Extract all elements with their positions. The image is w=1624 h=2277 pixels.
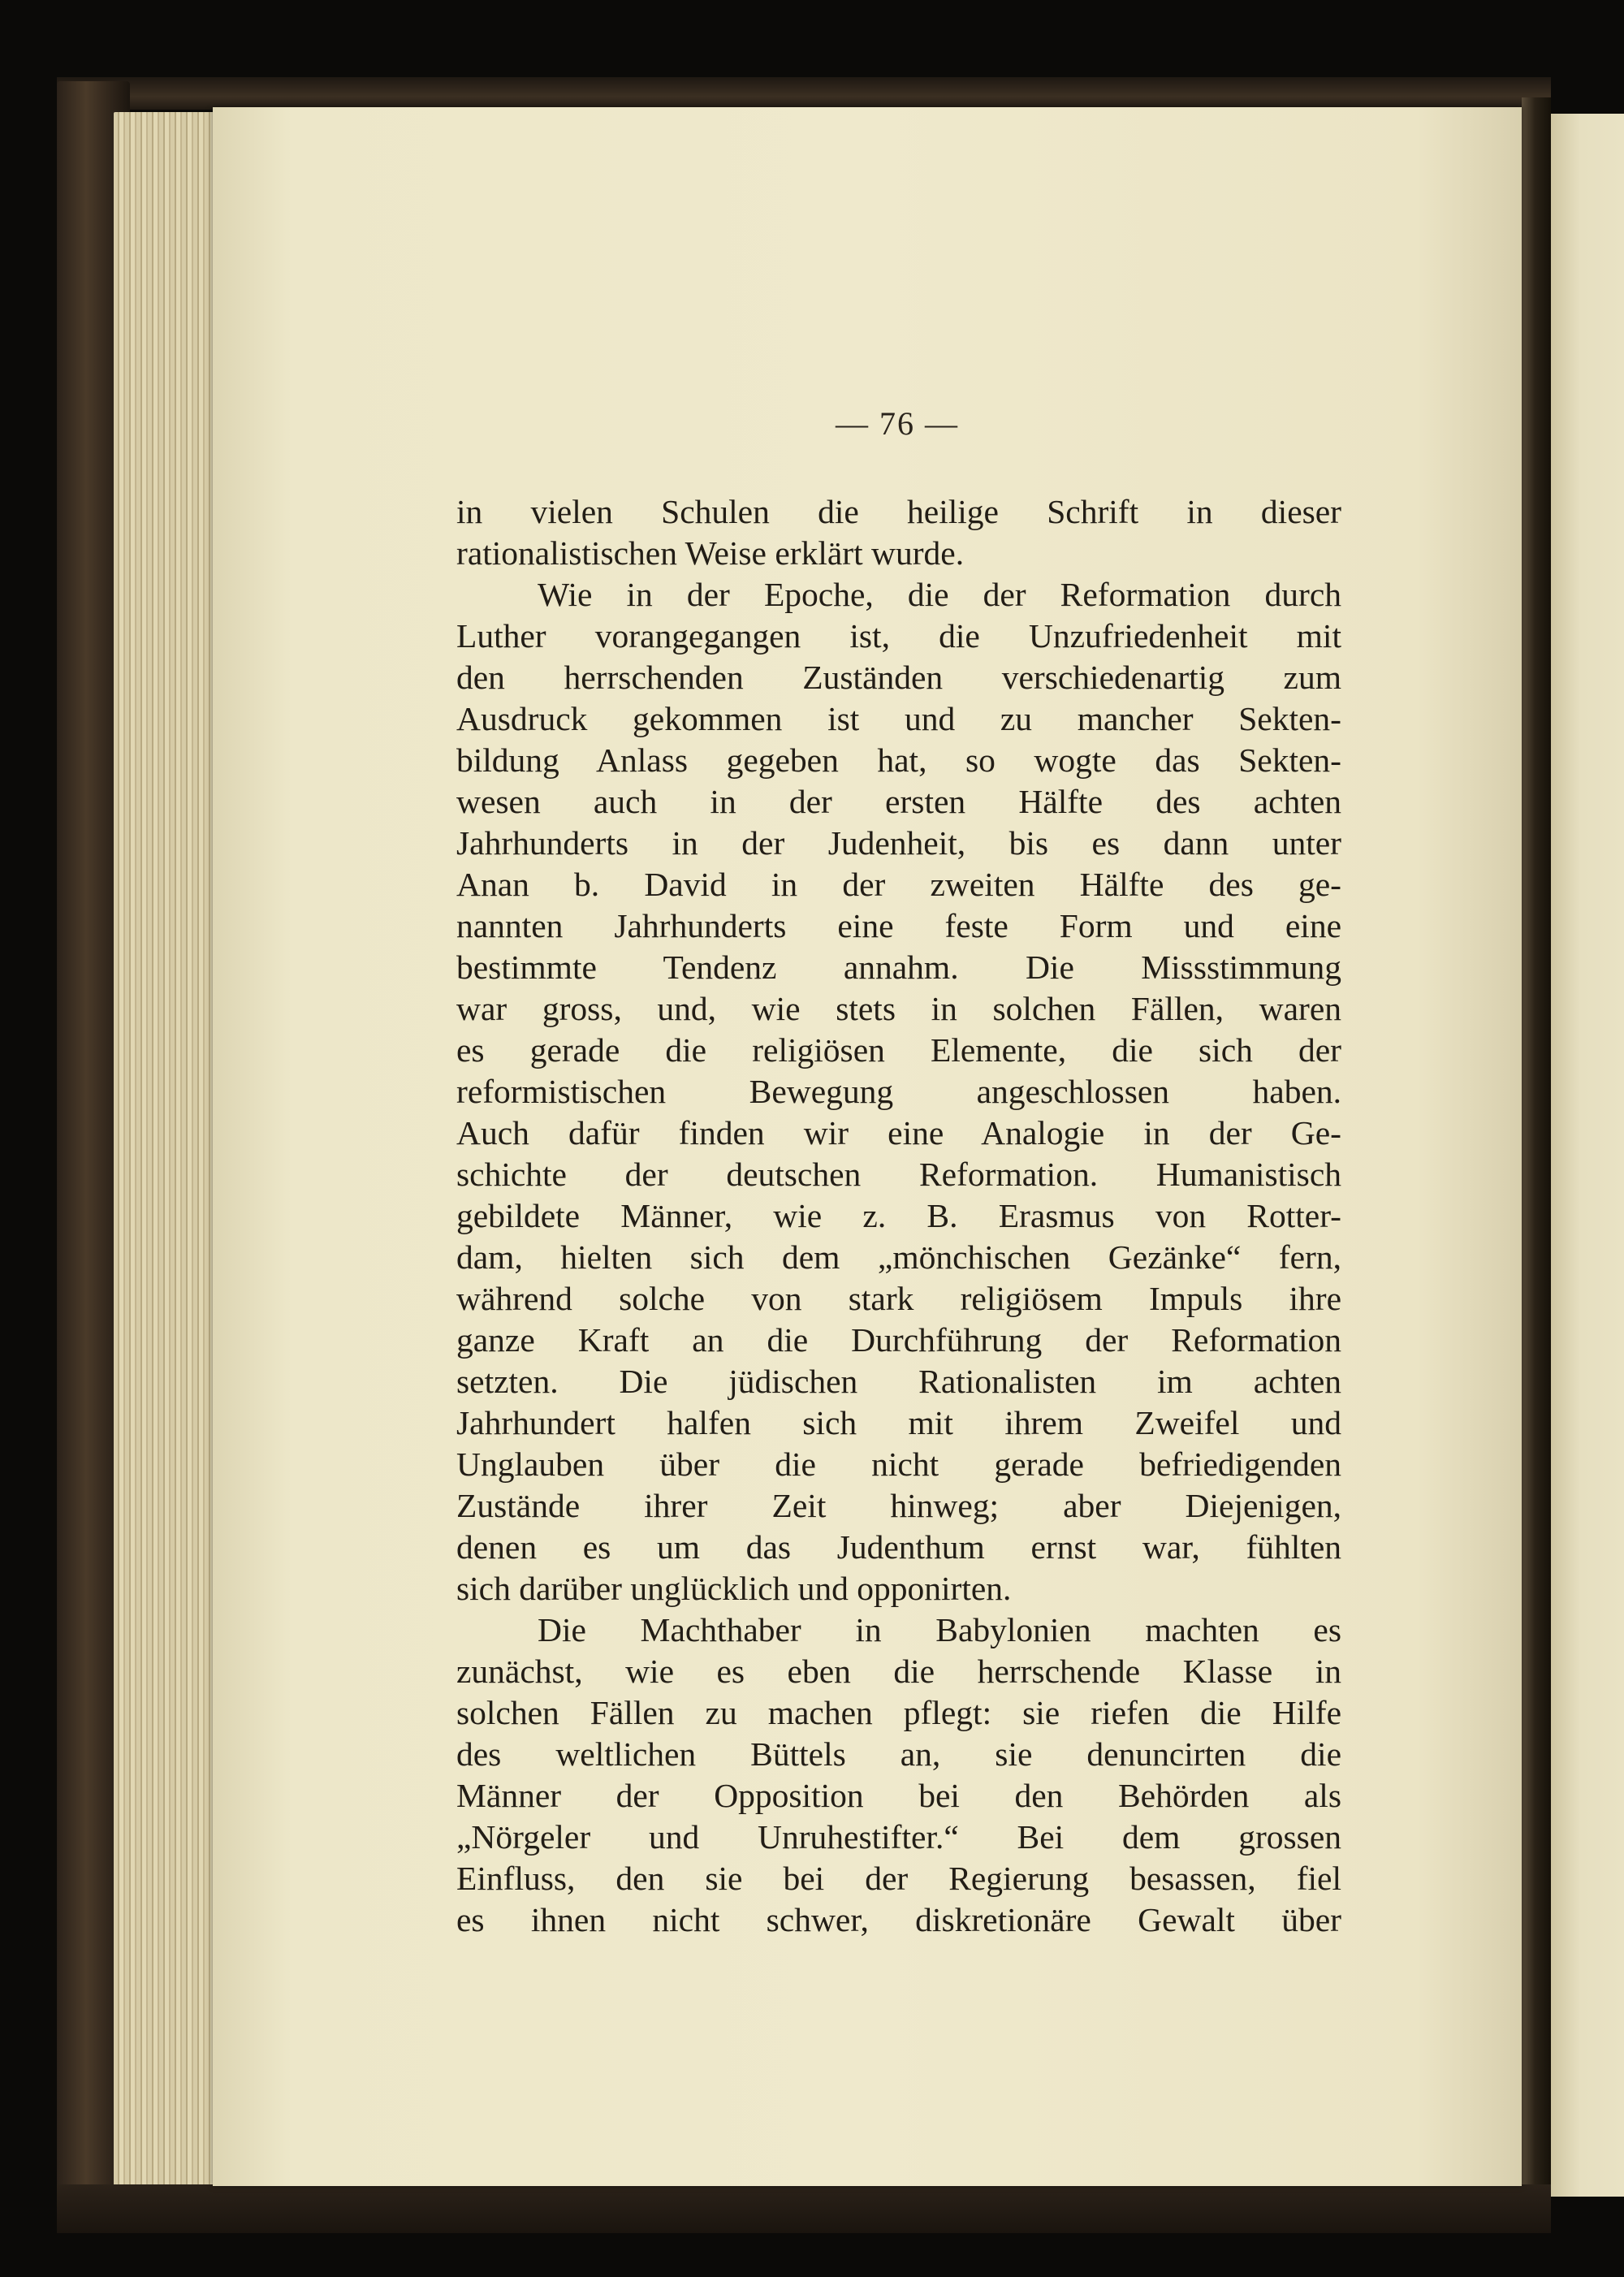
- text-line: es ihnen nicht schwer, diskretionäre Gewalt über: [456, 1901, 1341, 1938]
- text-line: zunächst, wie es eben die herrschende Klasse in: [456, 1653, 1341, 1690]
- text-line: war gross, und, wie stets in solchen Fällen, waren: [456, 990, 1341, 1027]
- text-line: reformistischen Bewegung angeschlossen haben.: [456, 1073, 1341, 1110]
- text-line: Jahrhundert halfen sich mit ihrem Zweifel und: [456, 1404, 1341, 1441]
- text-line: bildung Anlass gegeben hat, so wogte das Sekten-: [456, 741, 1341, 779]
- text-line: nannten Jahrhunderts eine feste Form und eine: [456, 907, 1341, 944]
- text-line: gebildete Männer, wie z. B. Erasmus von Rotter-: [456, 1197, 1341, 1234]
- text-line: denen es um das Judenthum ernst war, fühlten: [456, 1528, 1341, 1566]
- text-line: des weltlichen Büttels an, sie denuncirten die: [456, 1735, 1341, 1773]
- text-line: den herrschenden Zuständen verschiedenartig zum: [456, 659, 1341, 696]
- page-number: — 76 —: [836, 405, 959, 442]
- body-text: [456, 491, 1341, 1941]
- text-line: solchen Fällen zu machen pflegt: sie riefen die Hilfe: [456, 1694, 1341, 1731]
- text-line: Unglauben über die nicht gerade befriedigenden: [456, 1445, 1341, 1483]
- text-line: Wie in der Epoche, die der Reformation durch: [538, 576, 1341, 613]
- text-line: dam, hielten sich dem „mönchischen Gezänke“ fern,: [456, 1238, 1341, 1276]
- text-line: setzten. Die jüdischen Rationalisten im achten: [456, 1363, 1341, 1400]
- text-line: sich darüber unglücklich und opponirten.: [456, 1570, 1012, 1607]
- book-cover-bottom: [57, 2184, 1551, 2233]
- text-line: Anan b. David in der zweiten Hälfte des ge-: [456, 866, 1341, 903]
- text-line: es gerade die religiösen Elemente, die sich der: [456, 1031, 1341, 1069]
- text-line: Einfluss, den sie bei der Regierung besassen, fiel: [456, 1860, 1341, 1897]
- text-line: rationalistischen Weise erklärt wurde.: [456, 534, 965, 572]
- book-cover-top: [57, 77, 1551, 110]
- text-line: Luther vorangegangen ist, die Unzufriedenheit mit: [456, 617, 1341, 655]
- text-line: in vielen Schulen die heilige Schrift in dieser: [456, 493, 1341, 530]
- text-line: Die Machthaber in Babylonien machten es: [538, 1611, 1341, 1648]
- text-line: „Nörgeler und Unruhestifter.“ Bei dem grossen: [456, 1818, 1341, 1856]
- text-line: Männer der Opposition bei den Behörden als: [456, 1777, 1341, 1814]
- text-line: bestimmte Tendenz annahm. Die Missstimmung: [456, 948, 1341, 986]
- text-line: Auch dafür finden wir eine Analogie in der Ge-: [456, 1114, 1341, 1151]
- text-line: wesen auch in der ersten Hälfte des achten: [456, 783, 1341, 820]
- text-line: während solche von stark religiösem Impuls ihre: [456, 1280, 1341, 1317]
- text-line: Jahrhunderts in der Judenheit, bis es dann unter: [456, 824, 1341, 862]
- text-line: schichte der deutschen Reformation. Humanistisch: [456, 1156, 1341, 1193]
- text-line: ganze Kraft an die Durchführung der Reformation: [456, 1321, 1341, 1359]
- text-line: Ausdruck gekommen ist und zu mancher Sekten-: [456, 700, 1341, 737]
- text-line: Zustände ihrer Zeit hinweg; aber Diejenigen,: [456, 1487, 1341, 1524]
